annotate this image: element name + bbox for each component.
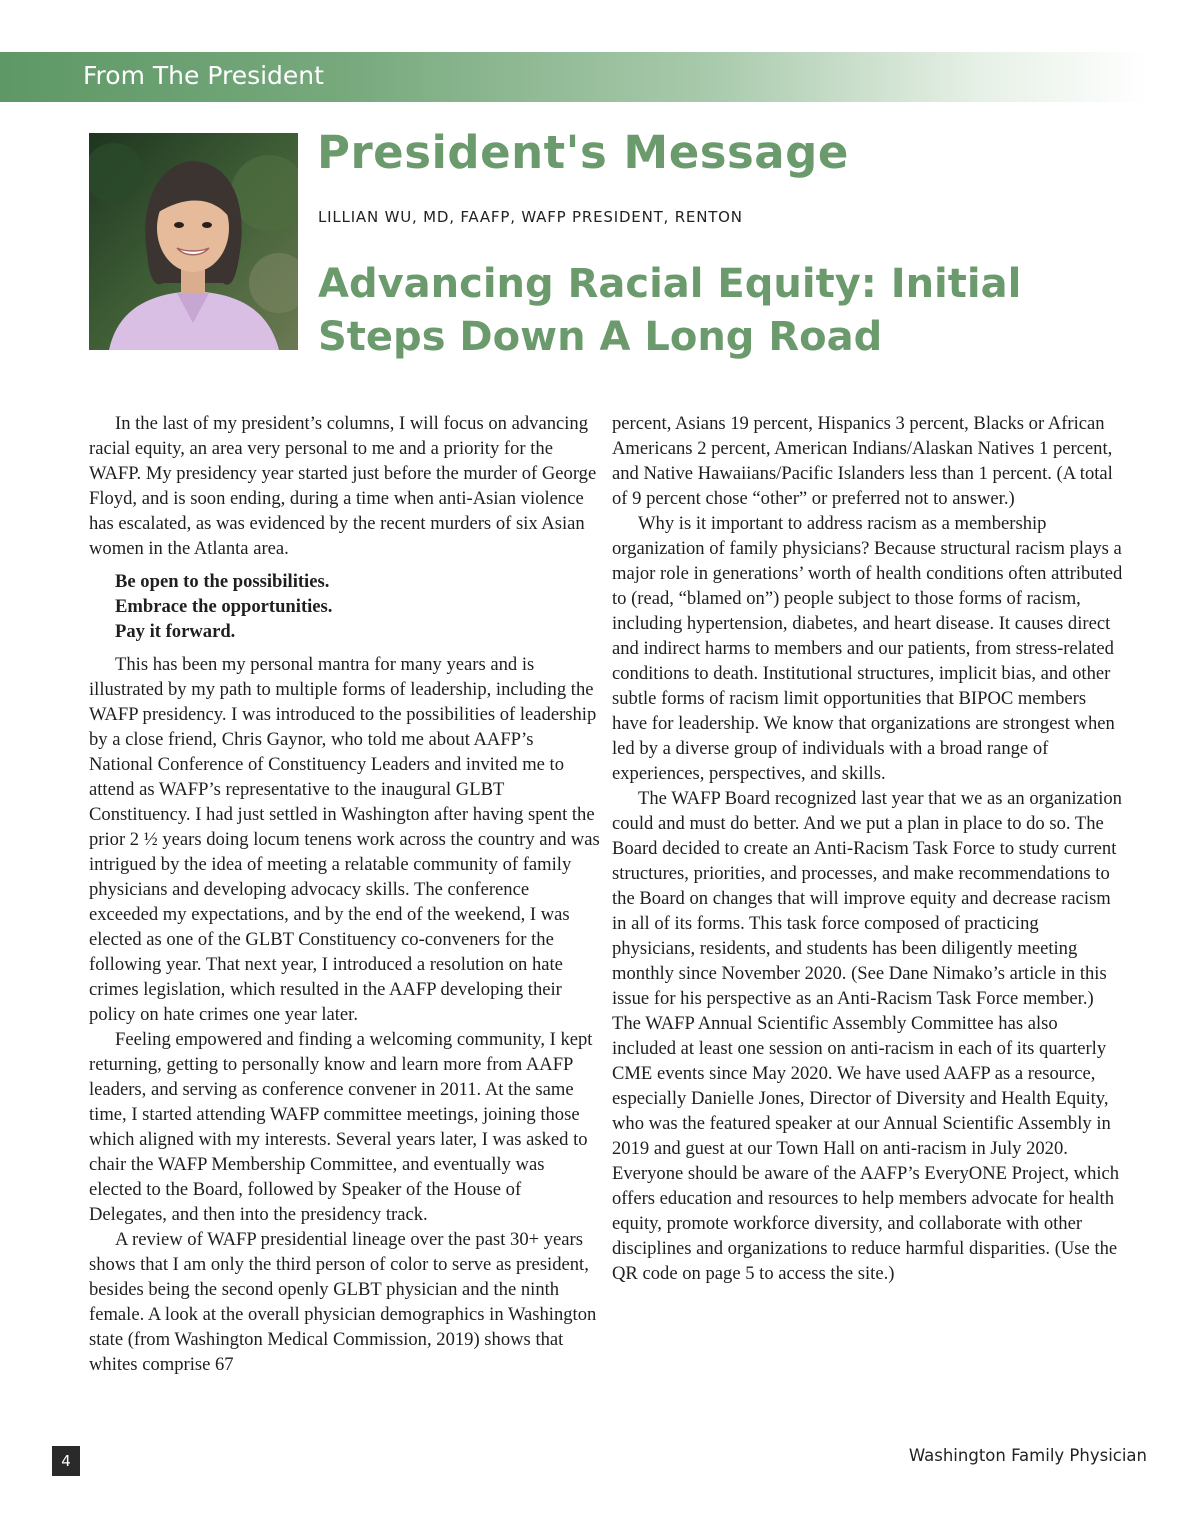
mantra-line: Embrace the opportunities. [115,596,333,617]
article-subhead: Advancing Racial Equity: Initial Steps Down A Long Road [318,261,1022,360]
paragraph: In the last of my president’s columns, I will focus on advancing racial equity, an area very personal to me and a priority for the WAFP. My presidency year started just before the murder of George Floyd, and is soon ending, during a time when anti-Asian violence has escalated, as was evidenced by the recent murders of six Asian women in the Atlanta area. [89,413,597,559]
section-header-bar [0,52,1150,102]
paragraph: A review of WAFP presidential lineage over the past 30+ years shows that I am only the third person of color to serve as president, besides being the second openly GLBT physician and the ninth female. A look at the overall physician demographics in Washington state (from Washington Medical Commission, 2019) shows that whites comprise 67 [89,1229,597,1375]
page-number: 4 [52,1446,80,1476]
paragraph: Why is it important to address racism as a membership organization of family physicians? Because structural racism plays a major role in generations’ worth of health conditions often attributed to (read, “blamed on”) people subject to those forms of racism, including hypertension, diabetes, and heart disease. It causes direct and indirect harms to members and our patients, from stress-related conditions to death. Institutional structures, implicit bias, and other subtle forms of racism limit opportunities that BIPOC members have for leadership. We know that organizations are strongest when led by a diverse group of individuals with a broad range of experiences, perspectives, and skills. [612,513,1123,784]
author-photo [89,133,298,350]
section-label: From The President [83,61,324,90]
right-column [612,411,1124,1286]
paragraph: The WAFP Board recognized last year that we as an organization could and must do better. And we put a plan in place to do so. The Board decided to create an Anti-Racism Task Force to study current structures, priorities, and processes, and make recommendations to the Board on changes that will improve equity and decrease racism in all of its forms. This task force composed of practicing physicians, residents, and students has been diligently meeting monthly since November 2020. (See Dane Nimako’s article in this issue for his perspective as an Anti-Racism Task Force member.) The WAFP Annual Scientific Assembly Committee has also included at least one session on anti-racism in each of its quarterly CME events since May 2020. We have used AAFP as a resource, especially Danielle Jones, Director of Diversity and Health Equity, who was the featured speaker at our Annual Scientific Assembly in 2019 and guest at our Town Hall on anti-racism in July 2020. Everyone should be aware of the AAFP’s EveryONE Project, which offers education and resources to help members advocate for health equity, promote workforce diversity, and collaborate with other disciplines and organizations to reduce harmful disparities. (Use the QR code on page 5 to access the site.) [612,788,1122,1284]
mantra-line: Be open to the possibilities. [115,571,330,592]
mantra-block [115,569,601,644]
byline: LILLIAN WU, MD, FAAFP, WAFP PRESIDENT, RENTON [318,208,743,226]
left-column [89,411,601,1377]
paragraph: Feeling empowered and finding a welcoming community, I kept returning, getting to personally know and learn more from AAFP leaders, and serving as conference convener in 2011. At the same time, I started attending WAFP committee meetings, joining those which aligned with my interests. Several years later, I was asked to chair the WAFP Membership Committee, and eventually was elected to the Board, followed by Speaker of the House of Delegates, and then into the presidency track. [89,1029,593,1225]
paragraph: This has been my personal mantra for many years and is illustrated by my path to multiple forms of leadership, including the WAFP presidency. I was introduced to the possibilities of leadership by a close friend, Chris Gaynor, who told me about AAFP’s National Conference of Constituency Leaders and invited me to attend as WAFP’s representative to the inaugural GLBT Constituency. I had just settled in Washington after having spent the prior 2 ½ years doing locum tenens work across the country and was intrigued by the idea of meeting a relatable community of family physicians and developing advocacy skills. The conference exceeded my expectations, and by the end of the weekend, I was elected as one of the GLBT Constituency co-conveners for the following year. That next year, I introduced a resolution on hate crimes legislation, which resulted in the AAFP developing their policy on hate crimes one year later. [89,654,600,1025]
publication-title: Washington Family Physician [908,1446,1147,1465]
paragraph: percent, Asians 19 percent, Hispanics 3 percent, Blacks or African Americans 2 percent, American Indians/Alaskan Natives 1 percent, and Native Hawaiians/Pacific Islanders less than 1 percent. (A total of 9 percent chose “other” or preferred not to answer.) [612,413,1113,509]
headline: President's Message [317,126,849,179]
mantra-line: Pay it forward. [115,621,236,642]
